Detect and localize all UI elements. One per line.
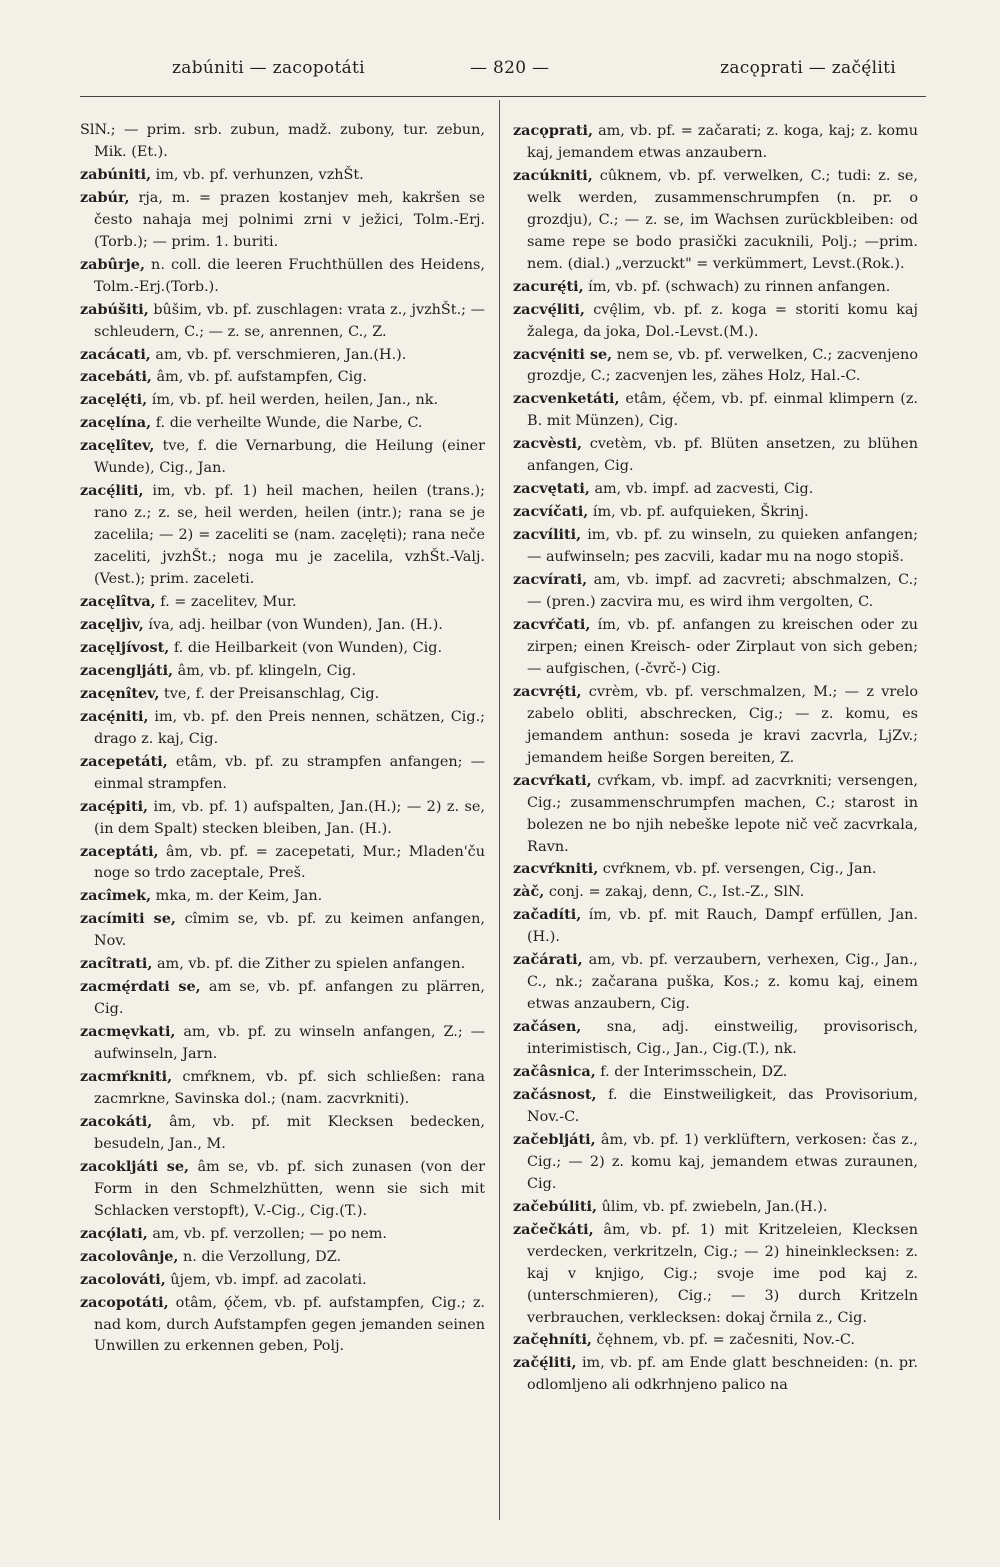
- header-left-guide-words: zabúniti — zacopotáti: [172, 58, 365, 78]
- entry-definition: otâm, ǫ́čem, vb. pf. aufstampfen, Cig.; z. nad kom, durch Aufstampfen gegen jemanden seinen Unwillen zu erkennen geben, Polj.: [94, 1294, 485, 1355]
- entry-definition: ím, vb. pf. heil werden, heilen, Jan., nk.: [147, 392, 439, 409]
- dictionary-entry: [80, 841, 485, 886]
- entry-definition: sna, adj. einstweilig, provisorisch, interimistisch, Cig., Jan., Cig.(T.), nk.: [527, 1019, 918, 1058]
- entry-definition: am, vb. pf. = začarati; z. koga, kaj; z. komu kaj, jemandem etwas anzaubern.: [527, 123, 918, 161]
- entry-headword: začęhníti,: [513, 1331, 592, 1349]
- entry-headword: zacvę́niti se,: [513, 345, 613, 363]
- entry-definition: cvetèm, vb. pf. Blüten ansetzen, zu blühen anfangen, Cig.: [527, 436, 918, 475]
- header-right-guide-words: zacǫprati — začę́liti: [720, 58, 896, 78]
- dictionary-entry: [513, 524, 918, 569]
- dictionary-entry: [513, 478, 918, 501]
- entry-headword: zacvŕkniti,: [513, 860, 599, 878]
- dictionary-entry: [513, 433, 918, 478]
- entry-definition: am se, vb. pf. anfangen zu plärren, Cig.: [94, 979, 485, 1018]
- entry-headword: zabúšiti,: [80, 300, 149, 318]
- entry-headword: zacvrę́ti,: [513, 682, 582, 700]
- dictionary-entry: [513, 949, 918, 1016]
- dictionary-entry: [513, 904, 918, 949]
- entry-headword: zacebáti,: [80, 368, 152, 386]
- dictionary-entry: [80, 1246, 485, 1269]
- entry-headword: zacvíčati,: [513, 503, 589, 521]
- dictionary-entry: [80, 254, 485, 299]
- entry-headword: zacǫprati,: [513, 122, 593, 139]
- entry-definition: cîmim se, vb. pf. zu keimen anfangen, Nov.: [94, 911, 486, 950]
- dictionary-entry: [513, 1329, 918, 1352]
- dictionary-entry: [513, 881, 918, 904]
- entry-definition: am, vb. pf. verschmieren, Jan.(H.).: [150, 346, 407, 363]
- dictionary-entry: [80, 591, 485, 614]
- entry-headword: zacęlîtev,: [80, 437, 155, 455]
- entry-definition: im, vb. pf. verhunzen, vzhŠt.: [151, 166, 364, 183]
- entry-definition: íva, adj. heilbar (von Wunden), Jan. (H.).: [143, 616, 443, 633]
- dictionary-entry: [80, 187, 485, 254]
- entry-definition: âm, vb. pf. klingeln, Cig.: [173, 662, 357, 679]
- dictionary-entry: [513, 1219, 918, 1330]
- entry-headword: zacengljáti,: [80, 661, 174, 679]
- dictionary-entry: [80, 751, 485, 796]
- dictionary-entry: [80, 366, 485, 389]
- dictionary-entry: [513, 1196, 918, 1219]
- entry-definition: im, vb. pf. den Preis nennen, schätzen, Cig.; drago z. kaj, Cig.: [94, 708, 485, 747]
- entry-definition: f. = zacelitev, Mur.: [155, 594, 297, 611]
- entry-headword: zacęlę́ti,: [80, 391, 148, 409]
- entry-definition: cvrèm, vb. pf. verschmalzen, M.; — z vrelo zabelo obliti, abschrecken, Cig.; — z. komu, es jemandem anthun: soseda je kravi zacvrla, LjZv.; jemandem heiße Sorgen bereiten, Z.: [527, 683, 918, 766]
- entry-definition: f. der Interimsschein, DZ.: [595, 1064, 788, 1081]
- entry-definition: im, vb. pf. 1) aufspalten, Jan.(H.); — 2) z. se, (in dem Spalt) stecken bleiben, Jan. (H.).: [94, 798, 485, 837]
- dictionary-entry: [513, 770, 918, 859]
- dictionary-entry: [513, 120, 918, 165]
- entry-headword: začebljáti,: [513, 1130, 596, 1148]
- dictionary-entry: [80, 908, 485, 953]
- entry-headword: zacvíliti,: [513, 526, 582, 544]
- entry-headword: zacurę́ti,: [513, 277, 584, 295]
- entry-definition: âm se, vb. pf. sich zunasen (von der Form in den Schmelzhütten, wenn sie sich mit Schlacken verstopft), V.-Cig., Cig.(T.).: [94, 1158, 486, 1219]
- entry-definition: f. die Heilbarkeit (von Wunden), Cig.: [169, 639, 443, 656]
- entry-definition: ím, vb. pf. (schwach) zu rinnen anfangen.: [583, 278, 891, 295]
- entry-definition: am, vb. pf. verzollen; — po nem.: [147, 1225, 387, 1242]
- entry-definition: f. die Einstweiligkeit, das Provisorium, Nov.-C.: [527, 1086, 918, 1125]
- dictionary-entry: [80, 953, 485, 976]
- entry-headword: zacmŕkniti,: [80, 1068, 173, 1086]
- entry-definition: âm, vb. pf. 1) verklüftern, verkosen: čas z., Cig.; — 2) z. komu kaj, jemandem etwas zuraunen, Cig.: [527, 1131, 918, 1192]
- dictionary-entry: [513, 614, 918, 681]
- dictionary-entry: [80, 344, 485, 367]
- entry-definition: mka, m. der Keim, Jan.: [151, 888, 323, 905]
- entry-headword: začebúliti,: [513, 1197, 597, 1215]
- dictionary-entry: [80, 1111, 485, 1156]
- dictionary-entry: [80, 1156, 485, 1223]
- entry-headword: začâsnica,: [513, 1063, 596, 1081]
- dictionary-entry: [513, 1084, 918, 1129]
- dictionary-entry: [513, 681, 918, 770]
- entry-headword: zabúr,: [80, 188, 130, 206]
- entry-definition: cvŕknem, vb. pf. versengen, Cig., Jan.: [598, 861, 877, 878]
- entry-definition: ûjem, vb. impf. ad zacolati.: [165, 1271, 367, 1288]
- entry-headword: začárati,: [513, 951, 583, 969]
- entry-definition: âm, vb. pf. = zacepetati, Mur.; Mladen'ču noge so trdo zaceptale, Preš.: [94, 843, 485, 882]
- column-divider: [499, 100, 500, 1520]
- dictionary-entry: [80, 435, 485, 480]
- entry-headword: zacmę́rdati se,: [80, 978, 201, 996]
- entry-definition: âm, vb. pf. 1) mit Kritzeleien, Klecksen verdecken, verkritzeln, Cig.; — 2) hineinklecksen: z. kaj v knjigo, Cig.; svoje ime pod kaj z. (unterschmieren), Cig.; — 3) durch Kritzeln verbrauchen, verklecksen: dokaj črnila z., Cig.: [527, 1221, 918, 1326]
- entry-definition: conj. = zakaj, denn, C., Ist.-Z., SlN.: [544, 884, 805, 901]
- entry-definition: ûlim, vb. pf. zwiebeln, Jan.(H.).: [597, 1198, 828, 1215]
- entry-definition: am, vb. pf. die Zither zu spielen anfangen.: [152, 956, 466, 973]
- dictionary-entry: [80, 683, 485, 706]
- entry-definition: n. coll. die leeren Fruchthüllen des Heidens, Tolm.-Erj.(Torb.).: [94, 256, 485, 295]
- dictionary-entry: [80, 1269, 485, 1292]
- dictionary-entry: [513, 276, 918, 299]
- dictionary-entry: [513, 858, 918, 881]
- entry-headword: zacvèsti,: [513, 435, 583, 453]
- entry-headword: zacímiti se,: [80, 910, 176, 928]
- entry-definition: cmŕknem, vb. pf. sich schließen: rana zacmrkne, Savinska dol.; (nam. zacvrkniti).: [94, 1069, 485, 1107]
- dictionary-entry: [513, 299, 918, 344]
- entry-headword: začásnost,: [513, 1085, 597, 1103]
- entry-headword: zacęlína,: [80, 414, 152, 432]
- entry-headword: zacîmek,: [80, 887, 152, 905]
- dictionary-entry: [80, 164, 485, 187]
- entry-definition: etâm, vb. pf. zu strampfen anfangen; — einmal strampfen.: [94, 753, 485, 792]
- entry-headword: zacvŕčati,: [513, 615, 591, 633]
- entry-headword: zacǫ́lati,: [80, 1224, 148, 1242]
- entry-headword: zacęlîtva,: [80, 593, 156, 611]
- dictionary-entry: [513, 344, 918, 389]
- dictionary-entry: [513, 501, 918, 524]
- entry-definition: bûšim, vb. pf. zuschlagen: vrata z., jvzhŠt.; — schleudern, C.; — z. se, anrennen, C., Z.: [94, 301, 485, 340]
- entry-definition: am, vb. pf. zu winseln anfangen, Z.; — aufwinseln, Jarn.: [94, 1024, 485, 1063]
- entry-headword: zaceptáti,: [80, 842, 159, 860]
- dictionary-entry: [80, 637, 485, 660]
- dictionary-entry: [80, 1066, 485, 1111]
- entry-definition: tve, f. der Preisanschlag, Cig.: [159, 685, 380, 702]
- dictionary-entry: [80, 120, 485, 164]
- entry-headword: zacmęvkati,: [80, 1023, 176, 1041]
- dictionary-entry: [513, 1016, 918, 1061]
- entry-headword: zabûrje,: [80, 255, 145, 273]
- entry-headword: zacę́liti,: [80, 482, 144, 500]
- header-rule: [80, 96, 926, 97]
- dictionary-entry: [80, 1292, 485, 1359]
- entry-definition: im, vb. pf. am Ende glatt beschneiden: (n. pr. odlomljeno ali odkrhnjeno palico na: [527, 1355, 918, 1394]
- entry-headword: začadíti,: [513, 906, 582, 924]
- dictionary-entry: [80, 389, 485, 412]
- entry-headword: začečkáti,: [513, 1220, 594, 1238]
- entry-definition: nem se, vb. pf. verwelken, C.; zacvenjeno grozdje, C.; zacvenjen les, zähes Holz, Hal.-C.: [527, 346, 918, 385]
- dictionary-entry: [80, 480, 485, 591]
- entry-headword: zacvírati,: [513, 571, 588, 589]
- dictionary-entry: [80, 796, 485, 841]
- entry-headword: zacęljívost,: [80, 638, 170, 656]
- left-column: [80, 120, 485, 1358]
- entry-definition: ím, vb. pf. aufquieken, Škrinj.: [588, 504, 809, 521]
- entry-headword: zacęljìv,: [80, 615, 144, 633]
- page-number: — 820 —: [470, 58, 550, 78]
- entry-definition: âm, vb. pf. mit Klecksen bedecken, besudeln, Jan., M.: [94, 1113, 485, 1152]
- entry-headword: zacokljáti se,: [80, 1157, 190, 1175]
- entry-definition: ím, vb. pf. mit Rauch, Dampf erfüllen, Jan.(H.).: [527, 907, 918, 946]
- entry-definition: SlN.; — prim. srb. zubun, madž. zubony, tur. zebun, Mik. (Et.).: [80, 122, 485, 160]
- dictionary-entry: [513, 1061, 918, 1084]
- right-column: [513, 120, 918, 1397]
- entry-definition: cvŕkam, vb. impf. ad zacvrkniti; versengen, Cig.; zusammenschrumpfen machen, C.; starost in bolezen ne bo njih nebeške lepote nič več zacvrkala, Ravn.: [527, 772, 918, 855]
- entry-definition: f. die verheilte Wunde, die Narbe, C.: [151, 415, 423, 432]
- dictionary-entry: [80, 976, 485, 1021]
- dictionary-entry: [80, 706, 485, 751]
- entry-definition: am, vb. impf. ad zacvesti, Cig.: [589, 481, 814, 498]
- dictionary-entry: [513, 1129, 918, 1196]
- entry-headword: zacúkniti,: [513, 166, 593, 184]
- entry-definition: im, vb. pf. 1) heil machen, heilen (trans.); rano z.; z. se, heil werden, heilen (intr.); rana se je zacelila; — 2) = zaceliti se (nam. zacęlęti); rana neče zaceliti, jvzhŠt.; noga mu je zacelila, vzhŠt.-Valj.(Vest.); prim. zaceleti.: [94, 483, 485, 588]
- entry-definition: âm, vb. pf. aufstampfen, Cig.: [151, 369, 367, 386]
- entry-headword: zacęnîtev,: [80, 684, 160, 702]
- entry-definition: ím, vb. pf. anfangen zu kreischen oder zu zirpen; einen Kreisch- oder Zirplaut von sich geben; — aufgischen, (-čvrč-) Cig.: [527, 616, 918, 677]
- entry-headword: zacę́piti,: [80, 797, 149, 815]
- entry-definition: tve, f. die Vernarbung, die Heilung (einer Wunde), Cig., Jan.: [94, 438, 485, 477]
- dictionary-entry: [80, 1223, 485, 1246]
- entry-headword: zacácati,: [80, 345, 151, 363]
- entry-headword: zacvŕkati,: [513, 771, 592, 789]
- entry-headword: zacę́niti,: [80, 707, 149, 725]
- entry-headword: začę́liti,: [513, 1354, 577, 1372]
- entry-headword: zacvętati,: [513, 480, 590, 498]
- entry-headword: zacîtrati,: [80, 955, 153, 973]
- entry-headword: zàč,: [513, 883, 545, 901]
- entry-headword: zacolovânje,: [80, 1247, 179, 1265]
- entry-headword: zacolováti,: [80, 1270, 166, 1288]
- entry-headword: zacvę́liti,: [513, 300, 585, 318]
- dictionary-entry: [80, 614, 485, 637]
- entry-headword: začásen,: [513, 1018, 582, 1036]
- entry-headword: zacvenketáti,: [513, 390, 620, 408]
- running-head: [80, 58, 926, 88]
- entry-definition: rja, m. = prazen kostanjev meh, kakršen se često nahaja mej polnimi zrni v ježici, Tolm.-Erj.(Torb.); — prim. 1. buriti.: [94, 189, 485, 250]
- dictionary-entry: [80, 885, 485, 908]
- entry-definition: am, vb. impf. ad zacvreti; abschmalzen, C.; — (pren.) zacvira mu, es wird ihm vergolten, C.: [527, 572, 918, 611]
- entry-headword: zacopotáti,: [80, 1293, 169, 1311]
- entry-headword: zacokáti,: [80, 1112, 153, 1130]
- entry-definition: am, vb. pf. verzaubern, verhexen, Cig., Jan., C., nk.; začarana puška, Kos.; z. komu kaj, einem etwas anzaubern, Cig.: [527, 952, 918, 1013]
- dictionary-entry: [513, 388, 918, 433]
- dictionary-entry: [80, 299, 485, 344]
- dictionary-entry: [513, 569, 918, 614]
- entry-headword: zacepetáti,: [80, 752, 168, 770]
- entry-definition: čęhnem, vb. pf. = začesniti, Nov.-C.: [591, 1332, 855, 1349]
- dictionary-entry: [80, 1021, 485, 1066]
- entry-definition: cvę̂lim, vb. pf. z. koga = storiti komu kaj žalega, da joka, Dol.-Levst.(M.).: [527, 301, 918, 340]
- dictionary-entry: [80, 660, 485, 683]
- dictionary-entry: [513, 165, 918, 276]
- dictionary-entry: [513, 1352, 918, 1397]
- entry-definition: n. die Verzollung, DZ.: [178, 1248, 342, 1265]
- dictionary-entry: [80, 412, 485, 435]
- entry-definition: etâm, ę́čem, vb. pf. einmal klimpern (z. B. mit Münzen), Cig.: [527, 391, 918, 430]
- entry-headword: zabúniti,: [80, 165, 152, 183]
- entry-definition: im, vb. pf. zu winseln, zu quieken anfangen; — aufwinseln; pes zacvili, kadar mu na nogo stopiš.: [527, 527, 918, 566]
- entry-definition: cûknem, vb. pf. verwelken, C.; tudi: z. se, welk werden, zusammenschrumpfen (n. pr. o grozdju), C.; — z. se, im Wachsen zurückbleiben: od same repe se bodo prasički zacuknili, Polj.; —prim. nem. (dial.) „verzuckt" = verkümmert, Levst.(Rok.).: [527, 167, 918, 272]
